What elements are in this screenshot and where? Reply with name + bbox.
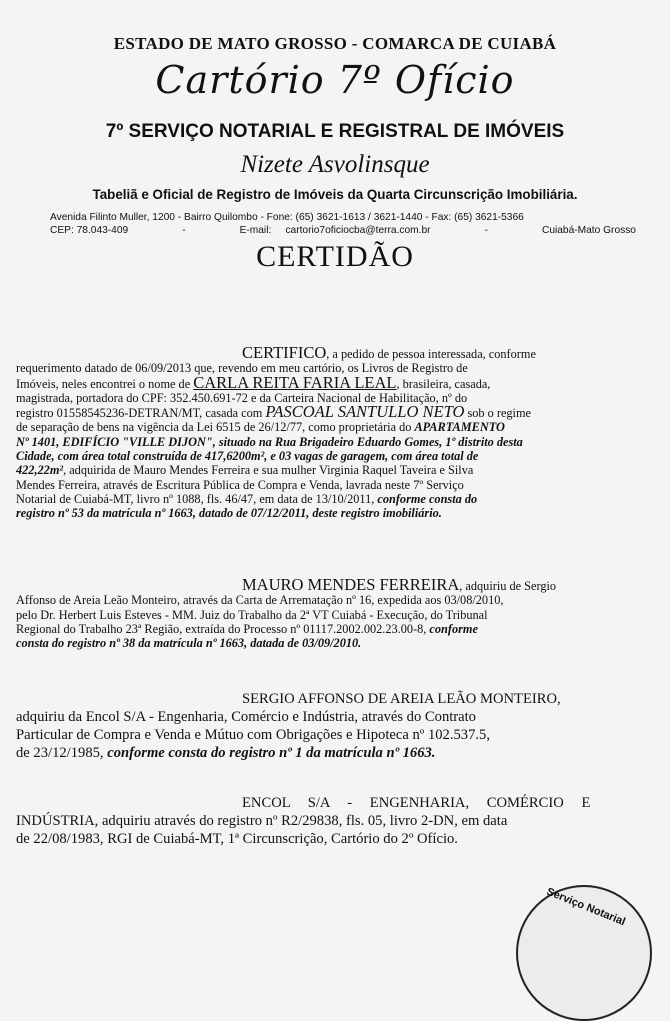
separator-dash: -	[182, 225, 186, 236]
text-line: de 23/12/1985, conforme consta do registro nº 1 da matrícula nº 1663.	[16, 745, 436, 761]
text-line: SERGIO AFFONSO DE AREIA LEÃO MONTEIRO,	[242, 691, 561, 707]
cep-label: CEP:	[50, 225, 74, 236]
text-line: Regional do Trabalho 23ª Região, extraída do Processo nº 01117.2002.002.23.00-8, conforme	[16, 621, 478, 636]
text-line: Cidade, com área total construída de 417,6200m², e 03 vagas de garagem, com área total de	[16, 449, 479, 464]
address-text: Avenida Filinto Muller, 1200 - Bairro Quilombo - Fone: (65) 3621-1613 / 3621-1440 - Fax: (65) 3621-5366	[50, 212, 524, 223]
address-line	[50, 212, 636, 223]
text-line: CERTIFICO, a pedido de pessoa interessada, conforme	[16, 346, 654, 361]
lead-word: CERTIFICO	[242, 346, 327, 362]
cep-value: 78.043-409	[76, 225, 129, 236]
contact-line	[50, 225, 636, 236]
lead-name: MAURO MENDES FERREIRA	[242, 578, 460, 594]
text-line: registro nº 53 da matrícula nº 1663, datado de 07/12/2011, deste registro imobiliário.	[16, 506, 442, 521]
cartorio-title: Cartório 7º Ofício	[155, 58, 515, 102]
paragraph-sergio	[16, 690, 654, 762]
text-line: 422,22m², adquirida de Mauro Mendes Ferreira e sua mulher Virginia Raquel Taveira e Silva	[16, 463, 474, 478]
seal-text: Serviço Notarial	[544, 885, 627, 929]
text-line: Affonso de Areia Leão Monteiro, através da Carta de Arrematação nº 16, expedida aos 03/08/2010,	[16, 593, 504, 608]
city-value: Cuiabá-Mato Grosso	[541, 225, 636, 236]
text-line: ENCOL S/A - ENGENHARIA, COMÉRCIO E	[242, 795, 591, 811]
text-line: magistrada, portadora do CPF: 352.450.691-72 e da Carteira Nacional de Habilitação, nº do	[16, 390, 468, 405]
email-value: cartorio7oficiocba@terra.com.br	[285, 225, 431, 236]
paragraph-certifico	[16, 346, 654, 521]
text-line: registro 01558545236-DETRAN/MT, casada com PASCOAL SANTULLO NETO sob o regime	[16, 405, 654, 420]
text-line: MAURO MENDES FERREIRA, adquiriu de Sergio	[16, 578, 654, 593]
text-line: consta do registro nº 38 da matrícula nº 1663, datada de 03/09/2010.	[16, 636, 362, 651]
text-line: Particular de Compra e Venda e Mútuo com Obrigações e Hipoteca nº 102.537.5,	[16, 727, 490, 743]
text-line: pelo Dr. Herbert Luis Esteves - MM. Juiz do Trabalho da 2ª VT Cuiabá - Execução, do Tribunal	[16, 607, 488, 622]
text-line: Nº 1401, EDIFÍCIO "VILLE DIJON", situado na Rua Brigadeiro Eduardo Gomes, 1º distrito desta	[16, 434, 523, 449]
document-title: CERTIDÃO	[256, 240, 414, 273]
email-group	[240, 225, 431, 236]
notary-seal-stamp	[516, 885, 652, 1021]
servico-notarial-heading: 7º SERVIÇO NOTARIAL E REGISTRAL DE IMÓVEIS	[105, 121, 565, 142]
text-line: Notarial de Cuiabá-MT, livro nº 1088, fls. 46/47, em data de 13/10/2011, conforme consta do	[16, 491, 478, 506]
text-line: Imóveis, neles encontrei o nome de CARLA REITA FARIA LEAL, brasileira, casada,	[16, 376, 654, 391]
tabelia-name: Nizete Asvolinsque	[240, 151, 430, 178]
text-line: adquiriu da Encol S/A - Engenharia, Comércio e Indústria, através do Contrato	[16, 709, 476, 725]
text-line: requerimento datado de 06/09/2013 que, revendo em meu cartório, os Livros de Registro de	[16, 361, 468, 376]
tabelia-subtitle: Tabeliã e Oficial de Registro de Imóveis da Quarta Circunscrição Imobiliária.	[92, 187, 578, 202]
spouse-name: PASCOAL SANTULLO NETO	[265, 405, 465, 421]
cep-group	[50, 225, 128, 236]
owner-name: CARLA REITA FARIA LEAL	[193, 375, 397, 391]
paragraph-encol	[16, 794, 654, 848]
text-line: de 22/08/1983, RGI de Cuiabá-MT, 1ª Circunscrição, Cartório do 2º Ofício.	[16, 831, 458, 847]
state-comarca-line: ESTADO DE MATO GROSSO - COMARCA DE CUIABÁ	[113, 34, 557, 53]
separator-dash: -	[484, 225, 488, 236]
paragraph-mauro	[16, 578, 654, 650]
text-line: Mendes Ferreira, através de Escritura Pública de Compra e Venda, lavrada neste 7º Serviço	[16, 477, 464, 492]
email-label: E-mail:	[239, 225, 272, 236]
text-line: INDÚSTRIA, adquiriu através do registro nº R2/29838, fls. 05, livro 2-DN, em data	[16, 813, 508, 829]
text-line: de separação de bens na vigência da Lei 6515 de 26/12/77, como proprietária do APARTAMENTO	[16, 420, 505, 435]
